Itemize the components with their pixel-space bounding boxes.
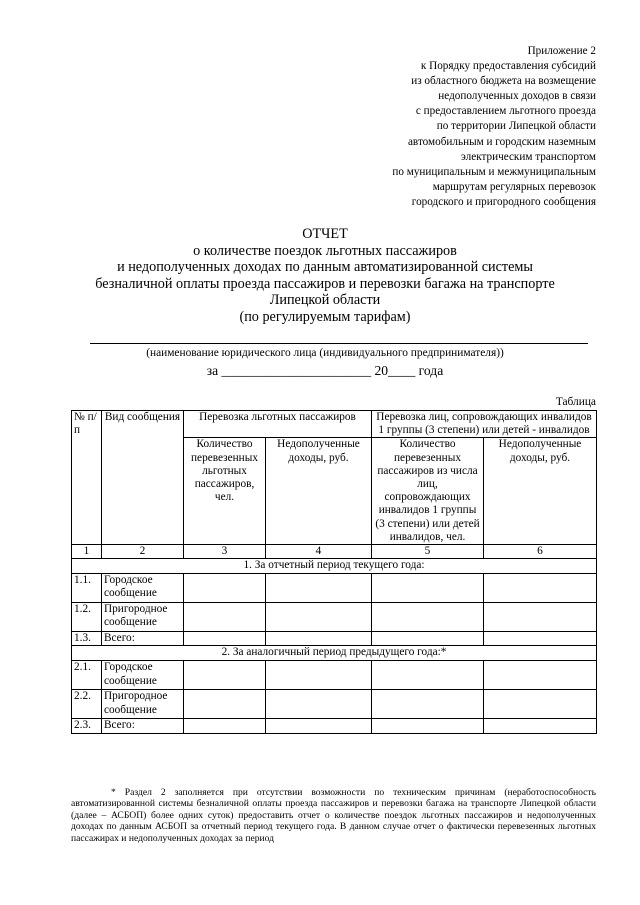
cell-escort-count[interactable] (372, 690, 484, 719)
appendix-line: городского и пригородного сообщения (411, 195, 596, 208)
row-label: Городское сообщение (102, 661, 184, 690)
cell-benefit-income[interactable] (266, 719, 372, 733)
section-row (72, 646, 597, 661)
cell-escort-income[interactable] (484, 603, 597, 632)
appendix-header (296, 44, 596, 210)
header-kind: Вид сообщения (102, 411, 184, 545)
table-row (72, 690, 597, 719)
cell-benefit-income[interactable] (266, 661, 372, 690)
org-name-line (90, 343, 588, 344)
table-label: Таблица (555, 396, 596, 408)
cell-benefit-income[interactable] (266, 574, 372, 603)
org-caption: (наименование юридического лица (индивидуального предпринимателя)) (146, 347, 504, 359)
title-line: ОТЧЕТ (302, 226, 348, 242)
period-line: за ______________________ 20____ года (206, 363, 444, 378)
col-number: 4 (266, 545, 372, 559)
table-row-total (72, 632, 597, 646)
appendix-line: из областного бюджета на возмещение (411, 75, 596, 88)
row-label: Городское сообщение (102, 574, 184, 603)
cell-escort-count[interactable] (372, 603, 484, 632)
row-num: 2.3. (72, 719, 102, 733)
appendix-line: к Порядку предоставления субсидий (420, 60, 596, 73)
appendix-line: по территории Липецкой области (436, 120, 596, 133)
section-title: 1. За отчетный период текущего года: (72, 559, 597, 574)
appendix-line: с предоставлением льготного проезда (415, 105, 596, 118)
cell-benefit-income[interactable] (266, 632, 372, 646)
row-num: 2.1. (72, 661, 102, 690)
table-row (72, 574, 597, 603)
column-numbers-row (72, 545, 597, 559)
cell-escort-income[interactable] (484, 661, 597, 690)
cell-escort-income[interactable] (484, 719, 597, 733)
row-num: 1.1. (72, 574, 102, 603)
cell-benefit-income[interactable] (266, 603, 372, 632)
cell-benefit-count[interactable] (184, 574, 266, 603)
header-col6: Недополученные доходы, руб. (484, 438, 597, 545)
section-title: 2. За аналогичный период предыдущего года:* (72, 646, 597, 661)
cell-benefit-count[interactable] (184, 690, 266, 719)
cell-escort-count[interactable] (372, 574, 484, 603)
header-col4: Недополученные доходы, руб. (266, 438, 372, 545)
header-group-benefit: Перевозка льготных пассажиров (184, 411, 372, 438)
cell-benefit-count[interactable] (184, 632, 266, 646)
table-row (72, 603, 597, 632)
cell-escort-count[interactable] (372, 661, 484, 690)
report-table (71, 410, 597, 734)
appendix-line: Приложение 2 (527, 45, 596, 57)
title-line: безналичной оплаты проезда пассажиров и перевозки багажа на транспорте (95, 275, 555, 292)
cell-escort-income[interactable] (484, 574, 597, 603)
title-line: Липецкой области (269, 292, 381, 309)
col-number: 3 (184, 545, 266, 559)
header-group-escort: Перевозка лиц, сопровождающих инвалидов 1 группы (3 степени) или детей - инвалидов (372, 411, 597, 438)
cell-benefit-count[interactable] (184, 603, 266, 632)
appendix-line: маршрутам регулярных перевозок (432, 180, 596, 193)
col-number: 2 (102, 545, 184, 559)
appendix-line: по муниципальным и межмуниципальным (392, 165, 596, 178)
appendix-line: недополученных доходов в связи (438, 90, 596, 103)
row-label: Всего: (102, 719, 184, 733)
appendix-line: электрическим транспортом (461, 150, 596, 163)
title-line: (по регулируемым тарифам) (239, 308, 411, 325)
header-col3: Количество перевезенных льготных пассажиров, чел. (184, 438, 266, 545)
row-label: Пригородное сообщение (102, 690, 184, 719)
header-num: № п/п (72, 411, 102, 545)
header-row (72, 411, 597, 438)
row-label: Всего: (102, 632, 184, 646)
section-row (72, 559, 597, 574)
cell-benefit-income[interactable] (266, 690, 372, 719)
table-row (72, 661, 597, 690)
row-num: 2.2. (72, 690, 102, 719)
row-num: 1.3. (72, 632, 102, 646)
cell-escort-count[interactable] (372, 632, 484, 646)
report-title (60, 226, 590, 326)
title-line: и недополученных доходах по данным автоматизированной системы (117, 259, 533, 276)
row-num: 1.2. (72, 603, 102, 632)
footnote: * Раздел 2 заполняется при отсутствии возможности по техническим причинам (неработоспособность автоматизированной системы безналичной оплаты проезда пассажиров и перевозки багажа на транспорте Липецкой области (далее – АСБОП) более одних суток) предоставить отчет о количестве поездок льготных пассажиров и недополученных доходах по данным АСБОП за отчетный период текущего года. В данном случае отчет о фактически перевезенных льготных пассажирах и недополученных доходах за период (71, 787, 596, 844)
cell-escort-count[interactable] (372, 719, 484, 733)
appendix-line: автомобильным и городским наземным (407, 135, 596, 148)
col-number: 6 (484, 545, 597, 559)
col-number: 5 (372, 545, 484, 559)
cell-benefit-count[interactable] (184, 719, 266, 733)
cell-benefit-count[interactable] (184, 661, 266, 690)
table-row-total (72, 719, 597, 733)
col-number: 1 (72, 545, 102, 559)
cell-escort-income[interactable] (484, 632, 597, 646)
header-col5: Количество перевезенных пассажиров из числа лиц, сопровождающих инвалидов 1 группы (3 степени) или детей инвалидов, чел. (372, 438, 484, 545)
cell-escort-income[interactable] (484, 690, 597, 719)
title-line: о количестве поездок льготных пассажиров (193, 242, 457, 259)
row-label: Пригородное сообщение (102, 603, 184, 632)
